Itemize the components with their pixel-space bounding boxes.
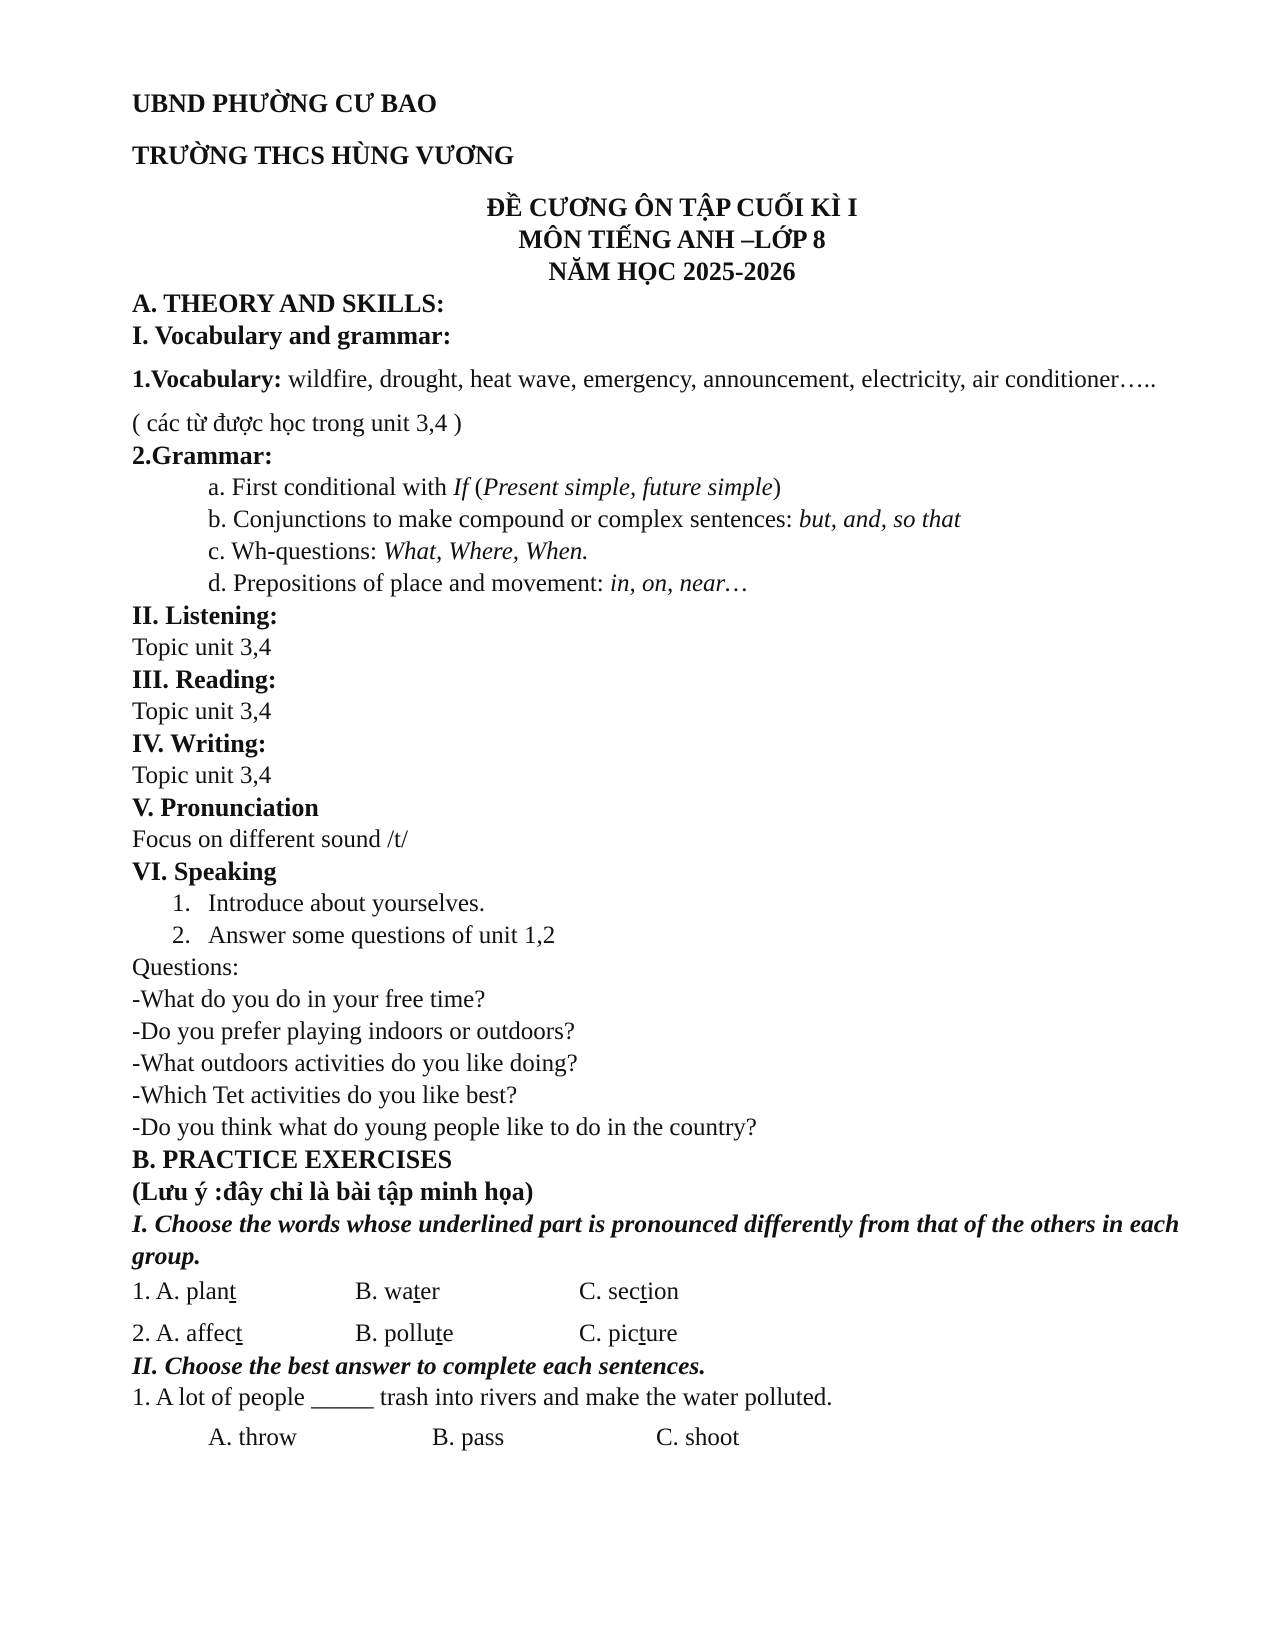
grammar-item-b: [132, 504, 1212, 536]
exercise-1-row-2: [132, 1318, 1212, 1350]
speaking-item-2-number: 2.: [172, 922, 191, 949]
grammar-b-text: b. Conjunctions to make compound or complex sentences:: [208, 506, 799, 533]
question-item: -Do you prefer playing indoors or outdoors?: [132, 1018, 575, 1045]
vocab-grammar-heading: I. Vocabulary and grammar:: [132, 321, 452, 350]
exercise-1-heading: I. Choose the words whose underlined part is pronounced differently from that of the others in each group.: [132, 1209, 1180, 1270]
grammar-c-examples: What, Where, When.: [383, 538, 589, 565]
ex1-q1-option-b: B. water: [355, 1278, 440, 1305]
ex2-q1-option-a: A. throw: [208, 1424, 297, 1451]
title-line-3: NĂM HỌC 2025-2026: [548, 257, 796, 286]
ex1-q2-option-c: C. picture: [579, 1320, 678, 1347]
title-line-2: MÔN TIẾNG ANH –LỚP 8: [518, 225, 826, 254]
vocabulary-paragraph: [132, 364, 1212, 395]
pronunciation-text: Focus on different sound /t/: [132, 826, 408, 853]
header-line-2: TRƯỜNG THCS HÙNG VƯƠNG: [132, 141, 515, 170]
vocabulary-text: wildfire, drought, heat wave, emergency, announcement, electricity, air conditioner…..: [281, 366, 1157, 393]
grammar-a-text: a. First conditional with: [208, 474, 454, 501]
vocabulary-note: ( các từ được học trong unit 3,4 ): [132, 410, 462, 437]
grammar-a-if: If: [453, 474, 469, 501]
grammar-d-examples: in, on, near…: [610, 570, 748, 597]
section-a-heading: A. THEORY AND SKILLS:: [132, 289, 445, 318]
exercise-2-heading: II. Choose the best answer to complete each sentences.: [132, 1351, 706, 1380]
header-line-1: UBND PHƯỜNG CƯ BAO: [132, 89, 438, 118]
exercise-2-q1-options: [132, 1422, 1212, 1454]
reading-heading: III. Reading:: [132, 665, 277, 694]
grammar-a-close: ): [772, 474, 782, 501]
grammar-a-tenses: Present simple, future simple: [482, 474, 773, 501]
speaking-item-2-text: Answer some questions of unit 1,2: [208, 922, 556, 949]
grammar-item-a: [132, 472, 1212, 504]
grammar-a-open: (: [468, 474, 483, 501]
exercise-2-question-1: 1. A lot of people _____ trash into rivers and make the water polluted.: [132, 1384, 833, 1411]
question-item: -Which Tet activities do you like best?: [132, 1082, 518, 1109]
ex1-q2-option-b: B. pollute: [355, 1320, 454, 1347]
document-title: [132, 192, 1212, 288]
ex2-q1-option-b: B. pass: [432, 1424, 505, 1451]
speaking-item-1-text: Introduce about yourselves.: [208, 890, 486, 917]
ex1-q2-option-a: 2. A. affect: [132, 1320, 243, 1347]
writing-heading: IV. Writing:: [132, 729, 267, 758]
grammar-d-text: d. Prepositions of place and movement:: [208, 570, 611, 597]
grammar-b-examples: but, and, so that: [798, 506, 961, 533]
exercise-1-row-1: [132, 1276, 1212, 1308]
pronunciation-heading: V. Pronunciation: [132, 793, 319, 822]
practice-note: (Lưu ý :đây chỉ là bài tập minh họa): [132, 1177, 534, 1206]
questions-label: Questions:: [132, 954, 239, 981]
speaking-item-2: [132, 920, 1212, 952]
ex2-q1-option-c: C. shoot: [656, 1424, 740, 1451]
document-page: [132, 88, 1212, 1454]
writing-text: Topic unit 3,4: [132, 762, 272, 789]
vocabulary-label: 1.Vocabulary:: [132, 366, 282, 393]
grammar-c-text: c. Wh-questions:: [208, 538, 384, 565]
listening-text: Topic unit 3,4: [132, 634, 272, 661]
title-line-1: ĐỀ CƯƠNG ÔN TẬP CUỐI KÌ I: [486, 193, 858, 222]
ex1-q1-option-a: 1. A. plant: [132, 1278, 237, 1305]
section-b-heading: B. PRACTICE EXERCISES: [132, 1145, 453, 1174]
question-item: -What outdoors activities do you like doing?: [132, 1050, 578, 1077]
grammar-label: 2.Grammar:: [132, 441, 273, 470]
question-item: -What do you do in your free time?: [132, 986, 486, 1013]
speaking-item-1-number: 1.: [172, 890, 191, 917]
question-item: -Do you think what do young people like to do in the country?: [132, 1114, 757, 1141]
speaking-heading: VI. Speaking: [132, 857, 277, 886]
speaking-item-1: [132, 888, 1212, 920]
grammar-item-c: [132, 536, 1212, 568]
listening-heading: II. Listening:: [132, 601, 278, 630]
ex1-q1-option-c: C. section: [579, 1278, 680, 1305]
grammar-item-d: [132, 568, 1212, 600]
reading-text: Topic unit 3,4: [132, 698, 272, 725]
